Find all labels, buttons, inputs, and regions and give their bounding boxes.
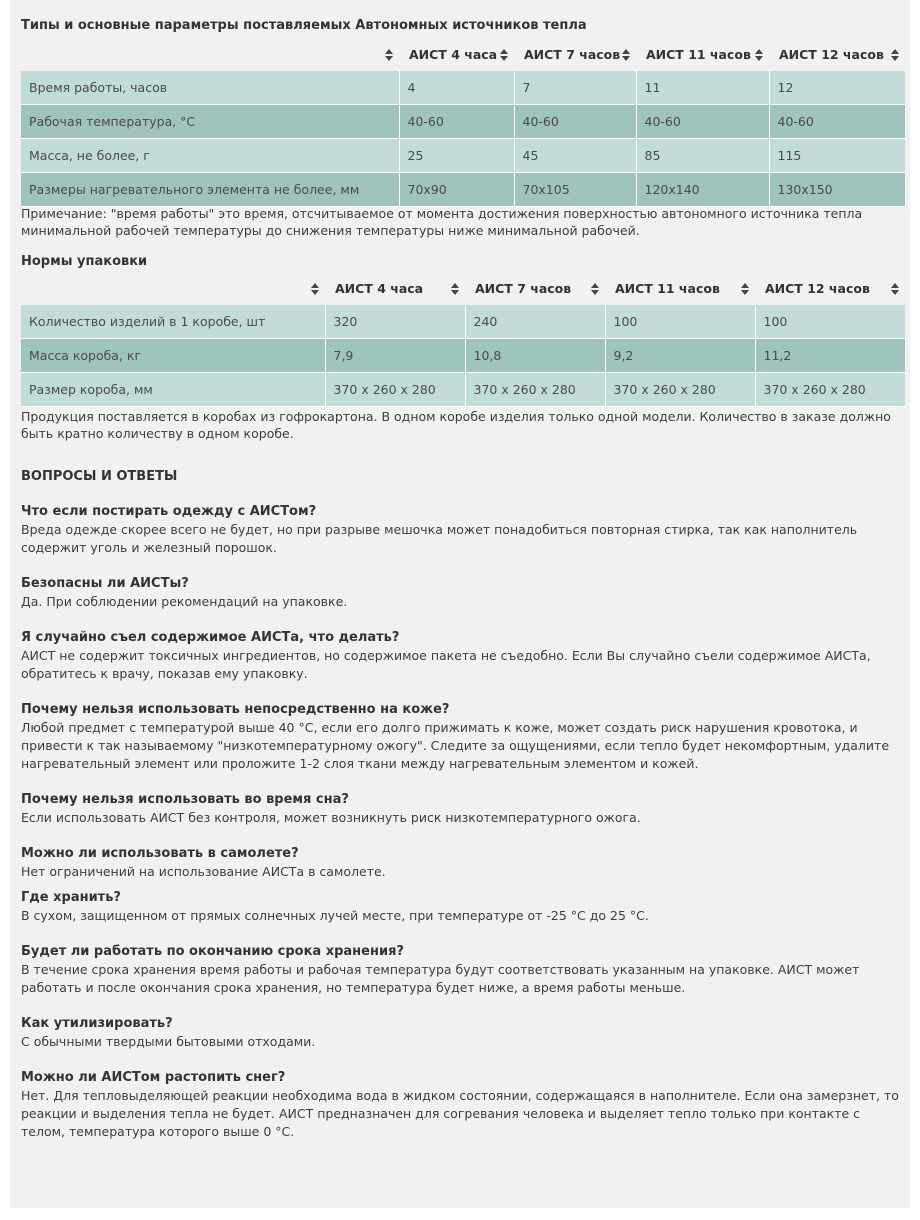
faq-question: Что если постирать одежду с АИСТом? — [21, 504, 317, 519]
faq-answer: Любой предмет с температурой выше 40 °C, если его долго прижимать к коже, может создать риск нарушения кровотока, и привести к так называемому "низкотемпературному ожогу". Следите за ощущениями, если тепло будет некомфортным, удалите нагревательный элемент или проложите 1-2 слоя ткани между нагревательным элементом и кожей. — [21, 720, 890, 771]
faq-question: Где хранить? — [21, 890, 121, 905]
faq-title: ВОПРОСЫ И ОТВЕТЫ — [21, 469, 178, 484]
table-cell: 40-60 — [399, 105, 514, 139]
packaging-table — [21, 272, 905, 407]
table-cell: 370 х 260 х 280 — [605, 373, 755, 407]
row-label: Масса, не более, г — [21, 139, 399, 173]
table-cell: 85 — [636, 139, 769, 173]
sort-icon — [891, 49, 899, 61]
faq-item — [21, 1069, 905, 1141]
sort-icon — [451, 283, 459, 295]
row-label: Масса короба, кг — [21, 339, 325, 373]
table-cell: 7,9 — [325, 339, 465, 373]
row-label: Размеры нагревательного элемента не более, мм — [21, 173, 399, 207]
faq-question: Будет ли работать по окончанию срока хранения? — [21, 944, 404, 959]
table-cell: 370 х 260 х 280 — [325, 373, 465, 407]
row-label: Рабочая температура, °C — [21, 105, 399, 139]
row-label: Количество изделий в 1 коробе, шт — [21, 305, 325, 339]
faq-item — [21, 575, 905, 611]
sort-icon — [891, 283, 899, 295]
packaging-header-col[interactable]: АИСТ 4 часа — [325, 272, 465, 305]
faq-item — [21, 943, 905, 997]
table-cell: 11 — [636, 71, 769, 105]
table-row — [21, 173, 905, 207]
table-cell: 40-60 — [769, 105, 905, 139]
table-cell: 7 — [514, 71, 636, 105]
packaging-header-col[interactable]: АИСТ 12 часов — [755, 272, 905, 305]
faq-question: Я случайно съел содержимое АИСТа, что делать? — [21, 630, 400, 645]
table-cell: 45 — [514, 139, 636, 173]
faq-question: Почему нельзя использовать во время сна? — [21, 792, 349, 807]
faq-question: Можно ли АИСТом растопить снег? — [21, 1070, 286, 1085]
table-cell: 11,2 — [755, 339, 905, 373]
params-header-col[interactable]: АИСТ 7 часов — [514, 38, 636, 71]
faq-question: Безопасны ли АИСТы? — [21, 576, 189, 591]
row-label: Время работы, часов — [21, 71, 399, 105]
table-cell: 40-60 — [514, 105, 636, 139]
faq-item — [21, 1015, 905, 1051]
params-header-col[interactable]: АИСТ 12 часов — [769, 38, 905, 71]
faq-answer: В сухом, защищенном от прямых солнечных лучей месте, при температуре от -25 °C до 25 °C. — [21, 908, 649, 923]
table-row — [21, 139, 905, 173]
faq-item — [21, 889, 905, 925]
table-cell: 70х105 — [514, 173, 636, 207]
table-cell: 115 — [769, 139, 905, 173]
table-cell: 370 х 260 х 280 — [465, 373, 605, 407]
table-cell: 240 — [465, 305, 605, 339]
faq-answer: Вреда одежде скорее всего не будет, но при разрыве мешочка может понадобиться повторная стирка, так как наполнитель содержит уголь и железный порошок. — [21, 522, 858, 555]
packaging-table-title: Нормы упаковки — [21, 254, 148, 269]
faq-answer: С обычными твердыми бытовыми отходами. — [21, 1034, 316, 1049]
table-row — [21, 71, 905, 105]
faq-item — [21, 791, 905, 827]
faq-item — [21, 845, 905, 881]
table-row — [21, 305, 905, 339]
sort-icon — [755, 49, 763, 61]
params-note: Примечание: "время работы" это время, отсчитываемое от момента достижения поверхностью автономного источника тепла минимальной рабочей температуры до снижения температуры ниже минимальной рабочей. — [21, 206, 863, 238]
faq-answer: Если использовать АИСТ без контроля, может возникнуть риск низкотемпературного ожога. — [21, 810, 641, 825]
table-cell: 100 — [755, 305, 905, 339]
table-cell: 70х90 — [399, 173, 514, 207]
packaging-header-col[interactable]: АИСТ 11 часов — [605, 272, 755, 305]
page — [10, 0, 910, 1208]
sort-icon — [311, 283, 319, 295]
faq-answer: АИСТ не содержит токсичных ингредиентов, но содержимое пакета не съедобно. Если Вы случайно съели содержимое АИСТа, обратитесь к врачу, показав ему упаковку. — [21, 648, 871, 681]
packaging-note: Продукция поставляется в коробах из гофрокартона. В одном коробе изделия только одной модели. Количество в заказе должно быть кратно количеству в одном коробе. — [21, 409, 891, 441]
sort-icon — [741, 283, 749, 295]
table-cell: 25 — [399, 139, 514, 173]
params-table — [21, 38, 905, 207]
packaging-header-corner[interactable] — [21, 272, 325, 305]
sort-icon — [385, 49, 393, 61]
table-cell: 320 — [325, 305, 465, 339]
table-row — [21, 373, 905, 407]
table-cell: 40-60 — [636, 105, 769, 139]
table-row — [21, 339, 905, 373]
table-cell: 10,8 — [465, 339, 605, 373]
table-cell: 4 — [399, 71, 514, 105]
table-cell: 130х150 — [769, 173, 905, 207]
sort-icon — [622, 49, 630, 61]
sort-icon — [591, 283, 599, 295]
params-header-col[interactable]: АИСТ 4 часа — [399, 38, 514, 71]
faq-answer: Нет ограничений на использование АИСТа в самолете. — [21, 864, 386, 879]
faq-item — [21, 701, 905, 773]
faq-question: Можно ли использовать в самолете? — [21, 846, 299, 861]
faq-item — [21, 629, 905, 683]
params-header-corner[interactable] — [21, 38, 399, 71]
table-cell: 120х140 — [636, 173, 769, 207]
faq-answer: В течение срока хранения время работы и рабочая температура будут соответствовать указанным на упаковке. АИСТ может работать и после окончания срока хранения, но температура будет ниже, а время работы меньше. — [21, 962, 860, 995]
faq-question: Почему нельзя использовать непосредственно на коже? — [21, 702, 450, 717]
table-cell: 12 — [769, 71, 905, 105]
faq-item — [21, 503, 905, 557]
table-cell: 9,2 — [605, 339, 755, 373]
table-row — [21, 105, 905, 139]
params-table-title: Типы и основные параметры поставляемых Автономных источников тепла — [21, 18, 587, 33]
faq-question: Как утилизировать? — [21, 1016, 173, 1031]
table-cell: 100 — [605, 305, 755, 339]
sort-icon — [500, 49, 508, 61]
row-label: Размер короба, мм — [21, 373, 325, 407]
faq-answer: Нет. Для тепловыделяющей реакции необходима вода в жидком состоянии, содержащаяся в наполнителе. Если она замерзнет, то реакции и выделения тепла не будет. АИСТ предназначен для согревания человека и выделяет тепло только при контакте с телом, температура которого выше 0 °C. — [21, 1088, 899, 1139]
packaging-header-col[interactable]: АИСТ 7 часов — [465, 272, 605, 305]
params-header-col[interactable]: АИСТ 11 часов — [636, 38, 769, 71]
faq-answer: Да. При соблюдении рекомендаций на упаковке. — [21, 594, 348, 609]
table-cell: 370 х 260 х 280 — [755, 373, 905, 407]
